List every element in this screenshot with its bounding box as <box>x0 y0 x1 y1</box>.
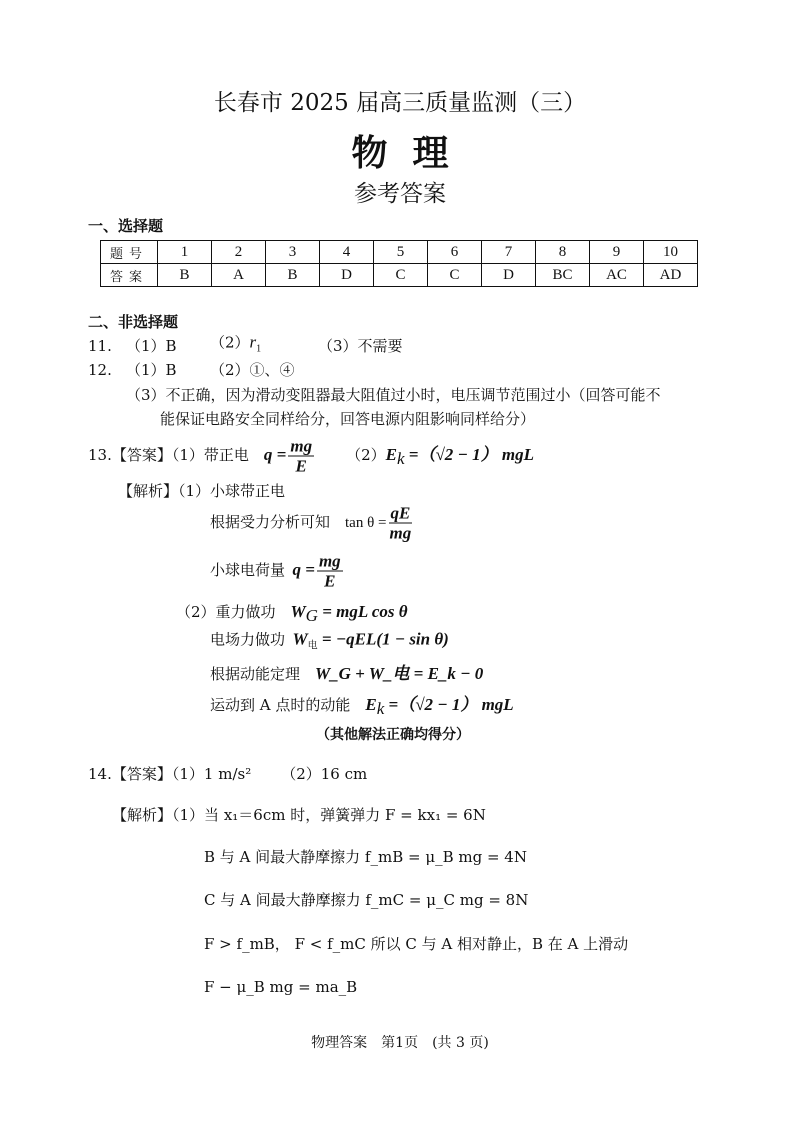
subscript: k <box>396 449 405 468</box>
q11-part3: （3）不需要 <box>318 337 403 355</box>
q12-number: 12. <box>88 361 112 379</box>
q13-number: 13. <box>88 446 112 464</box>
question-number: 10 <box>644 241 698 264</box>
answer-cell: AC <box>590 264 644 287</box>
label: （2） <box>210 333 250 352</box>
q12-part2: （2）①、④ <box>210 361 295 379</box>
fraction <box>317 552 343 591</box>
page-footer: 物理答案 第1页 (共 3 页) <box>311 1035 489 1051</box>
answer-cell: B <box>158 264 212 287</box>
q14-step: B 与 A 间最大静摩擦力 f_mB = μ_B mg = 4N <box>204 848 527 866</box>
math: =（√2 − 1） mgL <box>404 445 534 464</box>
question-number: 3 <box>266 241 320 264</box>
table-row <box>101 264 698 287</box>
answer-tag: 【答案】 <box>111 446 172 464</box>
denominator: mg <box>389 523 412 543</box>
q14-number: 14. <box>88 765 112 783</box>
q13-step <box>210 664 483 684</box>
text: （1）小球带正电 <box>178 482 286 500</box>
row-label: 题号 <box>101 241 158 264</box>
analysis-tag: 【解析】 <box>112 806 173 824</box>
math: E <box>365 695 377 714</box>
subscript: 电 <box>307 640 318 652</box>
question-number: 1 <box>158 241 212 264</box>
math: q = <box>263 445 287 464</box>
answer-cell: D <box>320 264 374 287</box>
exam-title: 长春市 2025 届高三质量监测（三） <box>213 90 587 116</box>
q12-part3: （3）不正确，因为滑动变阻器最大阻值过小时，电压调节范围过小（回答可能不 <box>126 386 661 404</box>
math: E <box>385 445 397 464</box>
numerator: qE <box>390 503 411 523</box>
q11-number: 11. <box>88 337 112 355</box>
numerator: mg <box>318 551 341 571</box>
text: （1）当 x₁＝6cm 时，弹簧弹力 F = kx₁ = 6N <box>172 806 486 824</box>
answer-cell: C <box>374 264 428 287</box>
math: W <box>292 629 308 649</box>
q13-step <box>176 602 408 626</box>
text: 运动到 A 点时的动能 <box>210 696 351 714</box>
text: 根据动能定理 <box>210 665 301 683</box>
q13-step <box>210 504 414 543</box>
q13-step <box>210 630 449 657</box>
question-number: 5 <box>374 241 428 264</box>
math: =（√2 − 1） mgL <box>384 695 514 714</box>
math: = mgL cos θ <box>317 602 408 621</box>
math: = −qEL(1 − sin θ) <box>317 629 449 649</box>
question-number: 2 <box>212 241 266 264</box>
answer-cell: B <box>266 264 320 287</box>
q14-step: C 与 A 间最大静摩擦力 f_mC = μ_C mg = 8N <box>204 891 529 909</box>
answer-cell: A <box>212 264 266 287</box>
section-heading-choice: 一、选择题 <box>88 217 164 235</box>
question-number: 6 <box>428 241 482 264</box>
q13-analysis <box>118 481 285 501</box>
text: 小球电荷量 <box>210 561 286 579</box>
table-row <box>101 241 698 264</box>
text: （2） <box>346 446 386 464</box>
question-number: 9 <box>590 241 644 264</box>
answer-cell: C <box>428 264 482 287</box>
fraction <box>389 504 413 543</box>
question-number: 8 <box>536 241 590 264</box>
answer-cell: BC <box>536 264 590 287</box>
subscript: k <box>376 699 385 718</box>
math: r <box>249 332 257 352</box>
q14-answer <box>88 764 367 784</box>
q12-part3-cont: 能保证电路安全同样给分，回答电源内阻影响同样给分） <box>160 410 536 428</box>
math: W_G + W_电 = E_k − 0 <box>315 664 484 683</box>
q14-step: F − μ_B mg = ma_B <box>204 978 358 996</box>
answer-table <box>100 240 698 287</box>
text: （2）16 cm <box>281 765 368 783</box>
row-label: 答案 <box>101 264 158 287</box>
section-heading-nonchoice: 二、非选择题 <box>88 313 179 331</box>
math: W <box>290 602 306 621</box>
question-number: 4 <box>320 241 374 264</box>
text: 电场力做功 <box>210 630 286 649</box>
q12-part1: （1）B <box>126 361 177 379</box>
numerator: mg <box>290 436 313 456</box>
math: tan θ = <box>345 515 387 531</box>
question-number: 7 <box>482 241 536 264</box>
text: （1）带正电 <box>171 446 249 464</box>
subscript: 1 <box>256 343 262 355</box>
q14-analysis <box>112 805 486 825</box>
fraction <box>288 437 314 476</box>
answer-cell: D <box>482 264 536 287</box>
denominator: E <box>295 456 307 476</box>
subtitle: 参考答案 <box>354 181 446 207</box>
subscript: G <box>305 606 318 625</box>
q13-step <box>210 552 345 591</box>
q13-step <box>210 695 514 719</box>
answer-tag: 【答案】 <box>111 765 172 783</box>
analysis-tag: 【解析】 <box>118 482 179 500</box>
q11-part1: （1）B <box>126 337 177 355</box>
text: 根据受力分析可知 <box>210 513 331 531</box>
denominator: E <box>324 571 336 591</box>
answer-cell: AD <box>644 264 698 287</box>
q11-part2 <box>210 333 261 360</box>
q14-step: F > f_mB， F < f_mC 所以 C 与 A 相对静止，B 在 A 上滑动 <box>204 935 629 953</box>
subject-title: 物 理 <box>351 132 449 174</box>
math: q = <box>292 560 315 579</box>
q13-note: （其他解法正确均得分） <box>316 727 470 743</box>
q13-answer <box>88 437 534 476</box>
text: （2）重力做功 <box>176 603 276 621</box>
text: （1）1 m/s² <box>171 765 252 783</box>
